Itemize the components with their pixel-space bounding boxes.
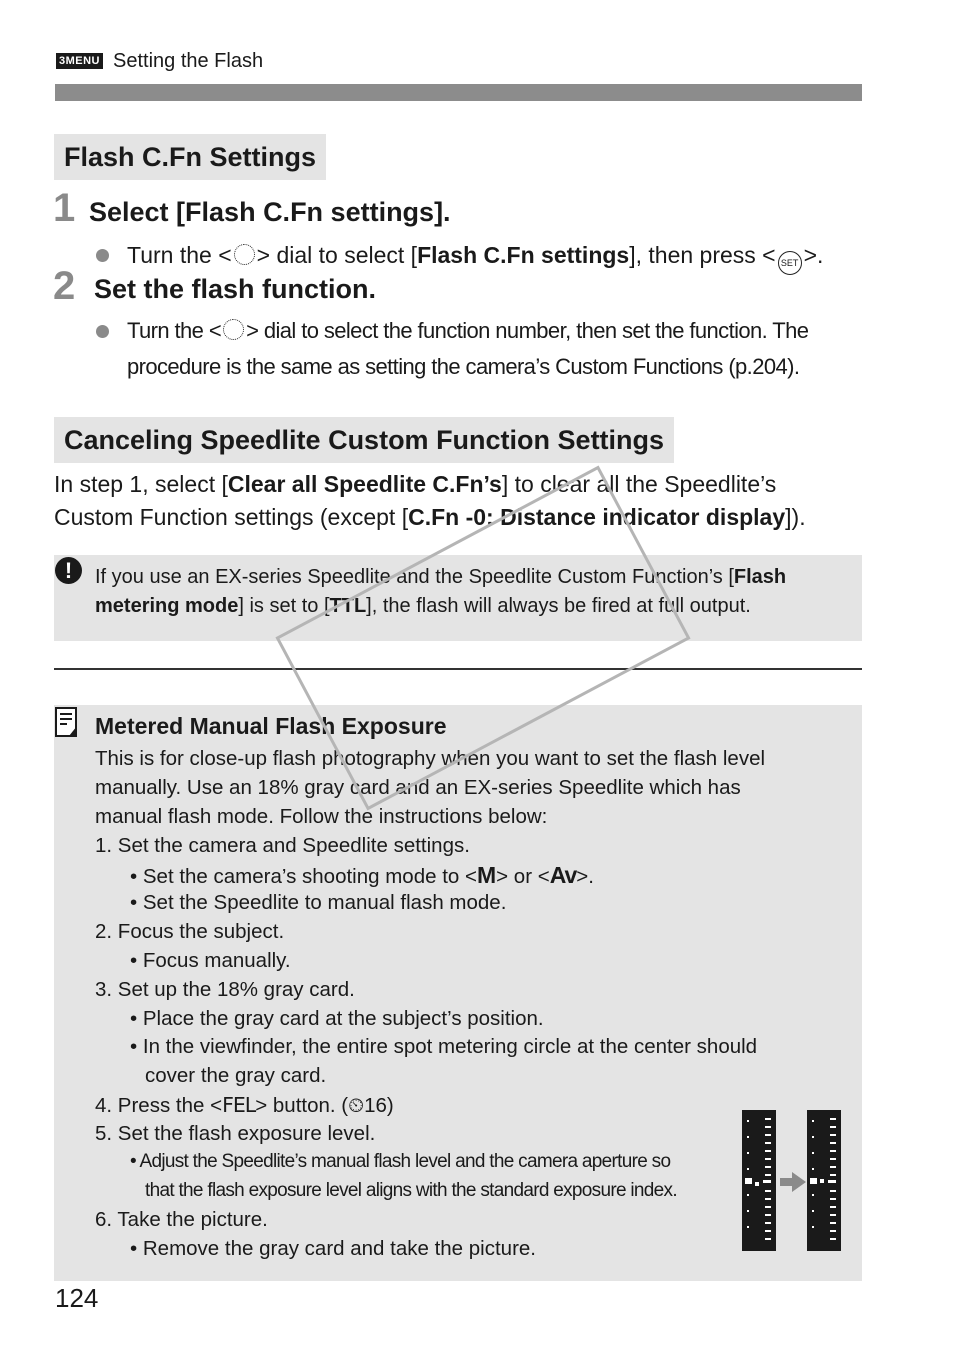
- step-number-2: 2: [53, 264, 76, 308]
- note-step-2a: • Focus manually.: [130, 949, 291, 972]
- bullet-icon: [96, 249, 109, 262]
- arrow-right-icon: [780, 1170, 806, 1194]
- step-number-1: 1: [53, 186, 76, 230]
- canceling-text-line1: In step 1, select [Clear all Speedlite C.Fn’s] to clear all the Speedlite’s: [54, 471, 777, 497]
- step1-instruction: Turn the < > dial to select [Flash C.Fn settings], then press < SET >.: [127, 237, 823, 275]
- manual-mode-icon: M: [476, 862, 497, 888]
- note-intro-line3: manual flash mode. Follow the instructions below:: [95, 805, 548, 828]
- memo-icon: [55, 707, 79, 737]
- note-step-5b: that the flash exposure level aligns with the standard exposure index.: [145, 1180, 677, 1201]
- note-step-3: 3. Set up the 18% gray card.: [95, 978, 355, 1001]
- note-step-6a: • Remove the gray card and take the picture.: [130, 1237, 537, 1260]
- note-step-6: 6. Take the picture.: [95, 1208, 268, 1231]
- canceling-text-line2: Custom Function settings (except [C.Fn -0: Distance indicator display]).: [54, 504, 806, 530]
- set-button-icon: SET: [778, 251, 802, 275]
- section-heading-flash-cfn: Flash C.Fn Settings: [54, 134, 326, 180]
- exposure-level-meter-before: [742, 1110, 776, 1251]
- note-step-3b: • In the viewfinder, the entire spot metering circle at the center should: [130, 1035, 758, 1058]
- note-step-2: 2. Focus the subject.: [95, 920, 285, 943]
- note-step-4: 4. Press the <FEL> button. (⏲16): [95, 1093, 394, 1117]
- note-step-3c: cover the gray card.: [145, 1064, 327, 1087]
- main-dial-icon: [223, 319, 244, 340]
- page-number: 124: [55, 1283, 99, 1313]
- exposure-level-meter-after: [807, 1110, 841, 1251]
- note-step-5: 5. Set the flash exposure level.: [95, 1122, 376, 1145]
- note-step-3a: • Place the gray card at the subject’s position.: [130, 1007, 544, 1030]
- step2-instruction-line2: procedure is the same as setting the camera’s Custom Functions (p.204).: [127, 354, 800, 379]
- step-title-1: Select [Flash C.Fn settings].: [89, 197, 451, 227]
- bullet-icon: [96, 325, 109, 338]
- note-intro-line1: This is for close-up flash photography when you want to set the flash level: [95, 747, 766, 770]
- caution-text-line2: metering mode] is set to [TTL], the flash will always be fired at full output.: [95, 595, 751, 617]
- step2-instruction-line1: Turn the < > dial to select the function number, then set the function. The: [127, 318, 809, 343]
- main-dial-icon: [234, 244, 255, 265]
- section-heading-canceling: Canceling Speedlite Custom Function Settings: [54, 417, 674, 463]
- note-title: Metered Manual Flash Exposure: [95, 713, 447, 739]
- note-step-1: 1. Set the camera and Speedlite settings.: [95, 834, 470, 857]
- note-step-1a: • Set the camera’s shooting mode to <M> or <Av>.: [130, 862, 594, 888]
- menu-icon: 3MENU: [56, 53, 103, 69]
- fel-button-icon: FEL: [222, 1093, 256, 1117]
- av-mode-icon: Av: [549, 862, 577, 888]
- caution-text-line1: If you use an EX-series Speedlite and the Speedlite Custom Function’s [Flash: [95, 566, 787, 588]
- note-step-1b: • Set the Speedlite to manual flash mode.: [130, 891, 507, 914]
- note-intro-line2: manually. Use an 18% gray card and an EX-series Speedlite which has: [95, 776, 741, 799]
- timer-icon: ⏲16: [348, 1094, 387, 1117]
- note-step-5a: • Adjust the Speedlite’s manual flash level and the camera aperture so: [130, 1151, 671, 1172]
- header-title: Setting the Flash: [113, 50, 264, 72]
- caution-icon: !: [55, 557, 82, 584]
- step-title-2: Set the flash function.: [94, 274, 377, 304]
- header-divider-bar: [55, 84, 862, 101]
